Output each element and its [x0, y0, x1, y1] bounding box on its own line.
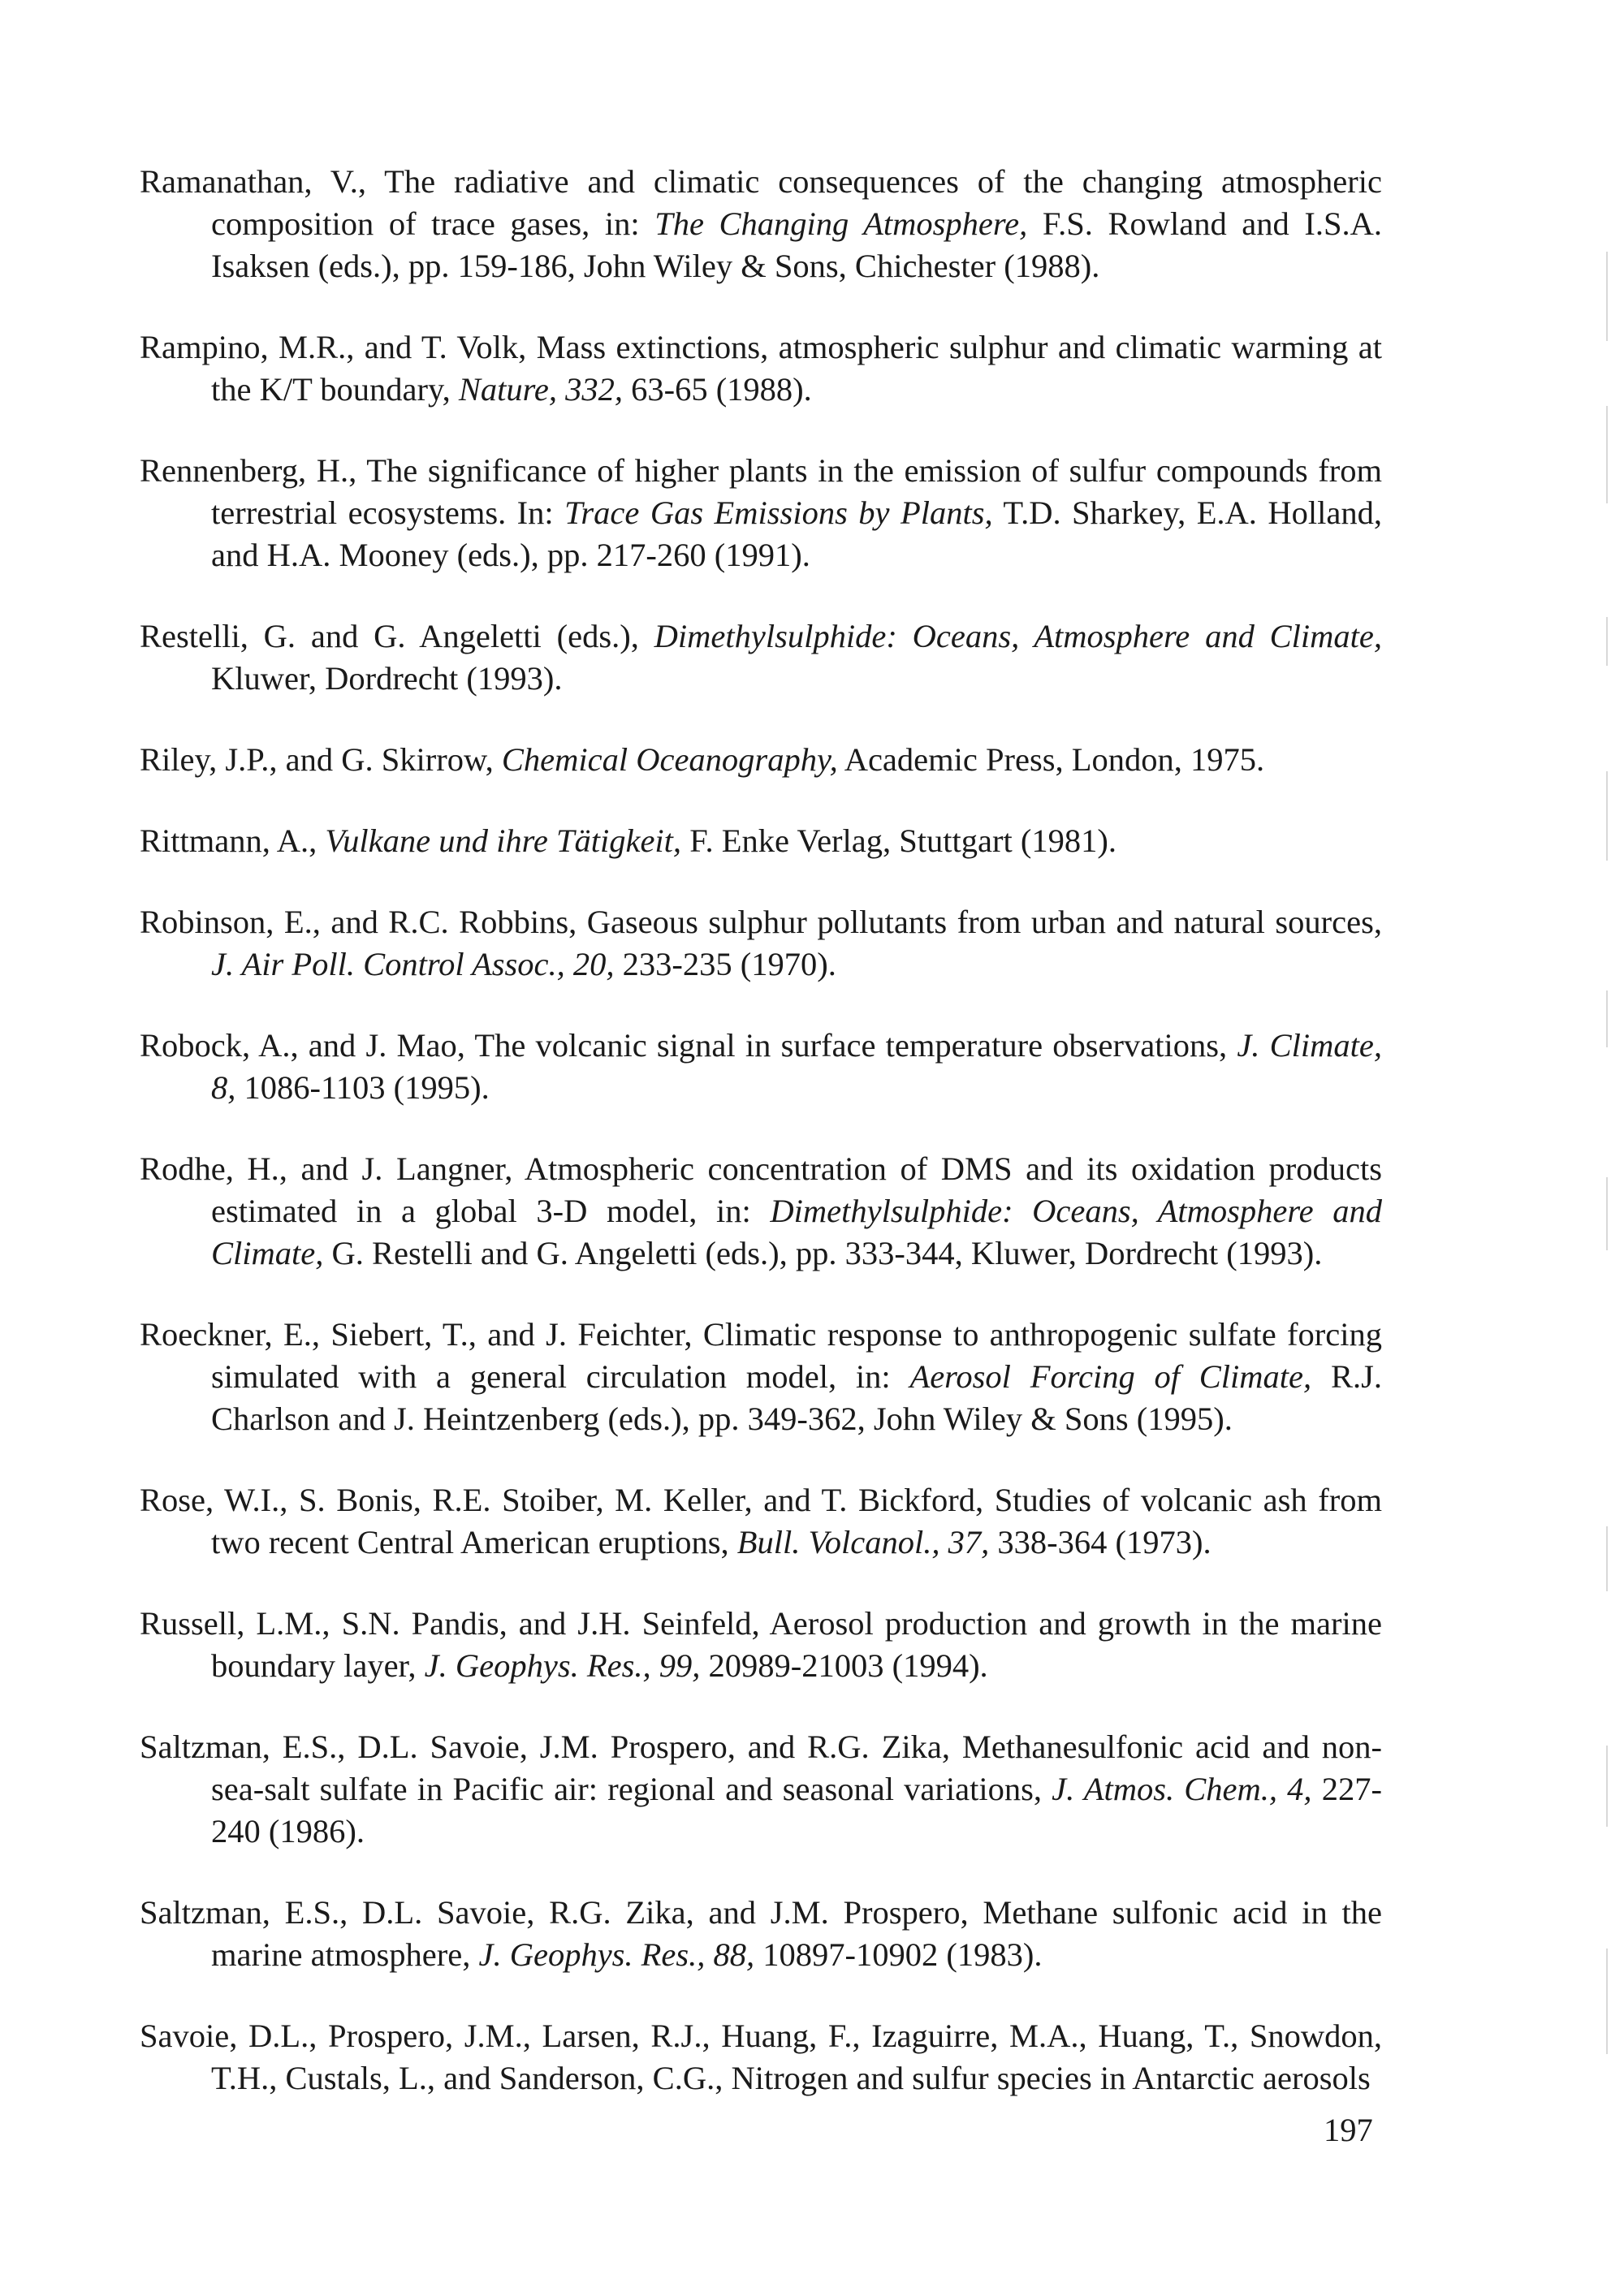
reference-text: Rittmann, A., — [140, 822, 326, 859]
reference-list — [140, 161, 1382, 2138]
reference-text: 338-364 (1973). — [989, 1524, 1212, 1560]
reference-entry — [140, 326, 1382, 411]
reference-text: Rampino, M.R., and T. Volk, Mass extinctions, atmospheric sulphur and climatic warming at the K/T boundary, — [140, 329, 1382, 408]
reference-source-italic: Dimethylsulphide: Oceans, Atmosphere and Climate, — [211, 1193, 1382, 1271]
reference-source-italic: J. Climate, 8, — [211, 1027, 1382, 1106]
reference-text: Savoie, D.L., Prospero, J.M., Larsen, R.J., Huang, F., Izaguirre, M.A., Huang, T., Snowdon, T.H., Custals, L., and Sanderson, C.G., Nitrogen and sulfur species in Antarctic aerosols — [140, 2018, 1382, 2096]
scan-artifact — [1606, 1746, 1608, 1827]
reference-source-italic: Trace Gas Emissions by Plants, — [564, 494, 993, 531]
reference-entry — [140, 1479, 1382, 1564]
reference-source-italic: Vulkane und ihre Tätigkeit, — [325, 822, 682, 859]
scan-artifact — [1606, 617, 1608, 666]
reference-entry — [140, 820, 1382, 862]
reference-entry — [140, 1148, 1382, 1275]
scan-artifact — [1606, 1526, 1608, 1591]
reference-text: 10897-10902 (1983). — [754, 1936, 1043, 1973]
reference-entry — [140, 1603, 1382, 1687]
reference-entry — [140, 1025, 1382, 1109]
reference-entry — [140, 901, 1382, 986]
reference-text: 1086-1103 (1995). — [235, 1069, 490, 1106]
reference-entry — [140, 615, 1382, 700]
reference-source-italic: Bull. Volcanol., 37, — [736, 1524, 990, 1560]
reference-text: Ramanathan, V., The radiative and climatic consequences of the changing atmospheric composition of trace gases, in: — [140, 163, 1382, 242]
scan-artifact — [1606, 406, 1608, 503]
reference-entry — [140, 739, 1382, 781]
scan-artifact — [1606, 252, 1608, 341]
reference-text: F. Enke Verlag, Stuttgart (1981). — [681, 822, 1116, 859]
reference-text: Academic Press, London, 1975. — [837, 741, 1265, 778]
reference-source-italic: The Changing Atmosphere, — [654, 205, 1028, 242]
reference-text: G. Restelli and G. Angeletti (eds.), pp. 333-344, Kluwer, Dordrecht (1993). — [323, 1235, 1323, 1271]
reference-text: 227-240 (1986). — [211, 1771, 1382, 1849]
scan-artifact — [1606, 1177, 1608, 1250]
reference-text: Russell, L.M., S.N. Pandis, and J.H. Seinfeld, Aerosol production and growth in the marine boundary layer, — [140, 1605, 1382, 1684]
reference-entry — [140, 450, 1382, 576]
scan-artifact — [1606, 1949, 1608, 2054]
reference-entry — [140, 1314, 1382, 1440]
reference-source-italic: J. Geophys. Res., 99, — [424, 1647, 701, 1684]
reference-text: Robock, A., and J. Mao, The volcanic signal in surface temperature observations, — [140, 1027, 1237, 1064]
reference-text: Saltzman, E.S., D.L. Savoie, R.G. Zika, and J.M. Prospero, Methane sulfonic acid in the marine atmosphere, — [140, 1894, 1382, 1973]
reference-entry — [140, 1892, 1382, 1976]
reference-text: Saltzman, E.S., D.L. Savoie, J.M. Prospero, and R.G. Zika, Methanesulfonic acid and non-sea-salt sulfate in Pacific air: regional and seasonal variations, — [140, 1728, 1382, 1807]
page-number: 197 — [1324, 2112, 1373, 2148]
scan-artifact — [1606, 771, 1608, 861]
reference-text: 20989-21003 (1994). — [700, 1647, 988, 1684]
reference-text: Kluwer, Dordrecht (1993). — [211, 660, 563, 697]
reference-text: Rennenberg, H., The significance of higher plants in the emission of sulfur compounds from terrestrial ecosystems. In: — [140, 452, 1382, 531]
reference-text: Roeckner, E., Siebert, T., and J. Feichter, Climatic response to anthropogenic sulfate forcing simulated with a general circulation model, in: — [140, 1316, 1382, 1395]
reference-text: Rodhe, H., and J. Langner, Atmospheric concentration of DMS and its oxidation products estimated in a global 3-D model, in: — [140, 1150, 1382, 1229]
reference-entry — [140, 161, 1382, 287]
reference-text: F.S. Rowland and I.S.A. Isaksen (eds.), pp. 159-186, John Wiley & Sons, Chichester (1988). — [211, 205, 1382, 284]
reference-source-italic: J. Geophys. Res., 88, — [478, 1936, 755, 1973]
reference-text: Riley, J.P., and G. Skirrow, — [140, 741, 502, 778]
reference-text: 233-235 (1970). — [614, 946, 836, 982]
reference-source-italic: J. Atmos. Chem., 4, — [1052, 1771, 1312, 1807]
reference-entry — [140, 1726, 1382, 1853]
reference-source-italic: Nature, 332, — [458, 371, 623, 408]
reference-source-italic: Dimethylsulphide: Oceans, Atmosphere and Climate, — [654, 618, 1382, 654]
reference-source-italic: J. Air Poll. Control Assoc., 20, — [211, 946, 615, 982]
reference-text: Restelli, G. and G. Angeletti (eds.), — [140, 618, 654, 654]
reference-text: T.D. Sharkey, E.A. Holland, and H.A. Mooney (eds.), pp. 217-260 (1991). — [211, 494, 1382, 573]
reference-text: R.J. Charlson and J. Heintzenberg (eds.), pp. 349-362, John Wiley & Sons (1995). — [211, 1358, 1382, 1437]
reference-source-italic: Aerosol Forcing of Climate, — [909, 1358, 1312, 1395]
reference-text: Robinson, E., and R.C. Robbins, Gaseous sulphur pollutants from urban and natural sources, — [140, 904, 1382, 940]
scan-artifact — [1606, 990, 1608, 1047]
reference-source-italic: Chemical Oceanography, — [501, 741, 838, 778]
reference-text: 63-65 (1988). — [622, 371, 812, 408]
reference-text: Rose, W.I., S. Bonis, R.E. Stoiber, M. Keller, and T. Bickford, Studies of volcanic ash from two recent Central American eruptions, — [140, 1482, 1382, 1560]
reference-entry — [140, 2015, 1382, 2100]
